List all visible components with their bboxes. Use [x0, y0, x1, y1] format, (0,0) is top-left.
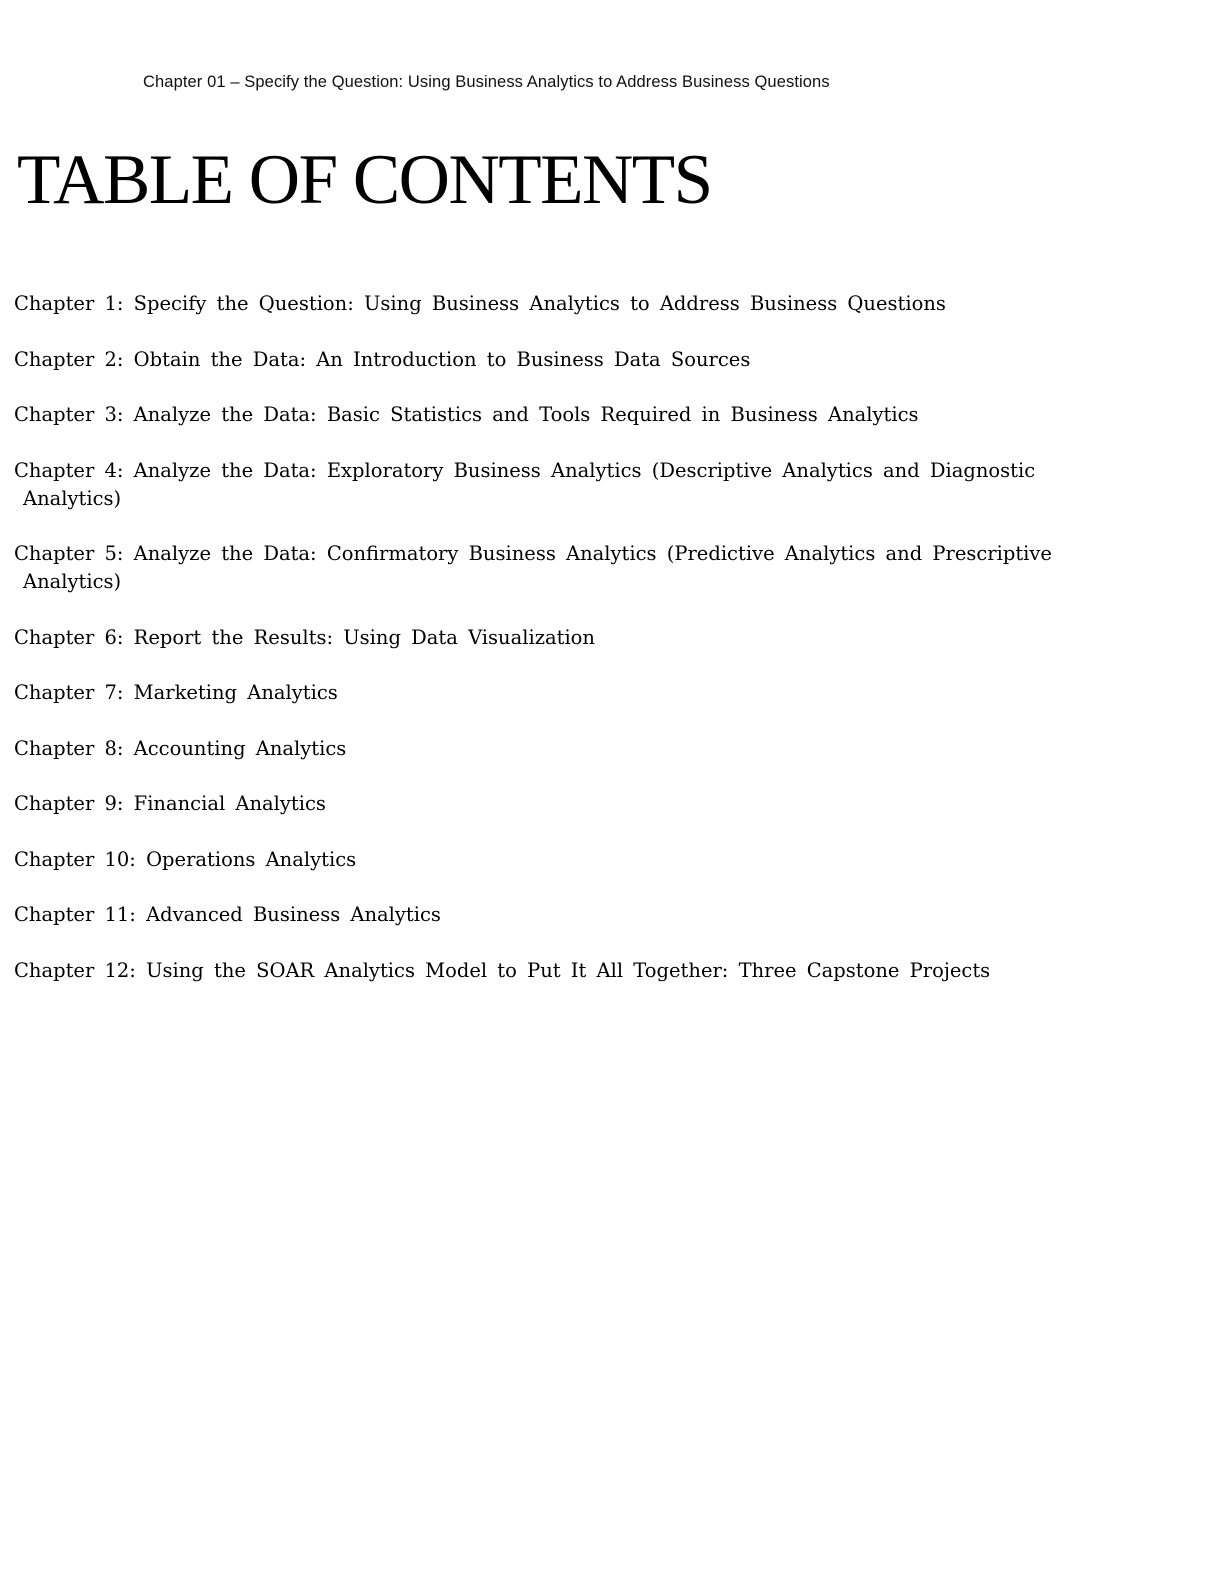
toc-entry-2 [14, 346, 1094, 374]
toc-entry-8 [14, 735, 1094, 763]
toc-entry-text: Chapter 11: Advanced Business Analytics [14, 903, 441, 926]
toc-entry-11 [14, 901, 1094, 929]
toc-entry-continuation: Analytics) [23, 570, 122, 593]
toc-list [14, 290, 1094, 1012]
running-header: Chapter 01 – Specify the Question: Using Business Analytics to Address Business Questions [143, 73, 830, 91]
toc-entry-text: Chapter 5: Analyze the Data: Confirmatory Business Analytics (Predictive Analytics and Prescriptive [14, 542, 1052, 565]
toc-entry-text: Chapter 6: Report the Results: Using Data Visualization [14, 625, 595, 649]
toc-entry-text: Chapter 7: Marketing Analytics [14, 681, 338, 704]
toc-entry-text: Chapter 12: Using the SOAR Analytics Model to Put It All Together: Three Capstone Projects [14, 958, 991, 982]
toc-entry-text: Chapter 8: Accounting Analytics [14, 736, 347, 760]
toc-entry-text: Chapter 4: Analyze the Data: Exploratory Business Analytics (Descriptive Analytics and Diagnostic [14, 458, 1036, 482]
page-title: TABLE OF CONTENTS [17, 141, 712, 219]
toc-entry-7 [14, 679, 1094, 707]
toc-entry-6 [14, 624, 1094, 652]
toc-entry-10 [14, 846, 1094, 874]
toc-entry-5 [14, 540, 1094, 596]
toc-entry-text: Chapter 3: Analyze the Data: Basic Statistics and Tools Required in Business Analytics [14, 403, 919, 426]
toc-entry-4 [14, 457, 1094, 513]
toc-entry-1 [14, 290, 1094, 318]
toc-entry-text: Chapter 1: Specify the Question: Using Business Analytics to Address Business Questions [14, 292, 946, 315]
toc-entry-12 [14, 957, 1094, 985]
toc-entry-text: Chapter 2: Obtain the Data: An Introduction to Business Data Sources [14, 347, 751, 371]
toc-entry-9 [14, 790, 1094, 818]
toc-entry-3 [14, 401, 1094, 429]
toc-entry-text: Chapter 9: Financial Analytics [14, 792, 326, 815]
toc-entry-continuation: Analytics) [23, 486, 122, 510]
toc-entry-text: Chapter 10: Operations Analytics [14, 847, 357, 871]
